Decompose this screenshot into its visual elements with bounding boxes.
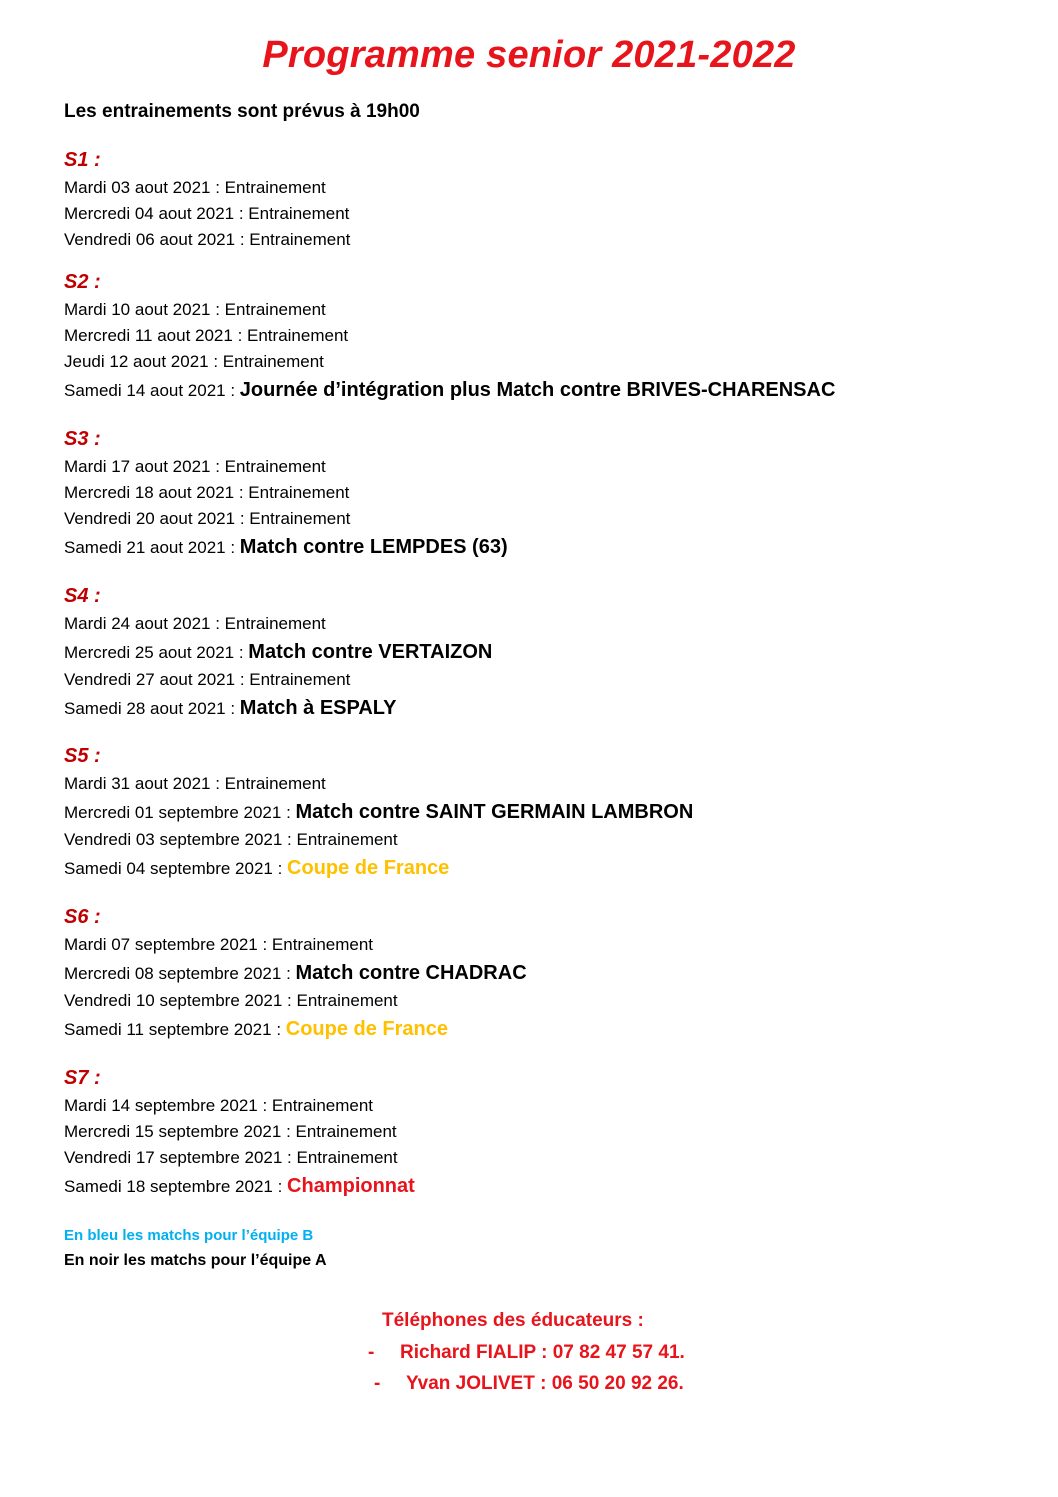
line-date: Vendredi 03 septembre 2021 :: [64, 830, 297, 849]
schedule-line: [64, 1119, 415, 1145]
phones-title: Téléphones des éducateurs :: [382, 1310, 644, 1331]
schedule-line: [64, 1145, 415, 1171]
line-date: Mercredi 25 aout 2021 :: [64, 643, 249, 662]
line-event: Coupe de France: [287, 857, 450, 879]
line-date: Samedi 11 septembre 2021 :: [64, 1020, 286, 1039]
line-event: Entrainement: [224, 614, 326, 633]
line-event: Entrainement: [249, 509, 351, 528]
schedule-line: [64, 201, 350, 227]
phone-contact: [374, 1373, 684, 1395]
line-event: Entrainement: [248, 483, 350, 502]
schedule-line: [64, 637, 492, 667]
line-date: Vendredi 20 aout 2021 :: [64, 509, 250, 528]
schedule-line: [64, 375, 835, 405]
line-event: Entrainement: [295, 1122, 397, 1141]
line-date: Mardi 31 aout 2021 :: [64, 774, 225, 793]
line-date: Jeudi 12 aout 2021 :: [64, 352, 223, 371]
week-label: S2 :: [64, 271, 101, 293]
page-title: Programme senior 2021-2022: [262, 34, 796, 76]
line-date: Mardi 17 aout 2021 :: [64, 457, 225, 476]
line-date: Mardi 03 aout 2021 :: [64, 178, 225, 197]
line-event: Entrainement: [296, 1148, 398, 1167]
week-s3: [64, 424, 508, 562]
line-event: Entrainement: [247, 326, 349, 345]
line-date: Samedi 18 septembre 2021 :: [64, 1177, 288, 1196]
schedule-line: [64, 853, 693, 883]
week-s2: [64, 267, 835, 405]
contact-text: Yvan JOLIVET : 06 50 20 92 26.: [406, 1373, 684, 1394]
week-label: S5 :: [64, 745, 101, 767]
schedule-line: [64, 797, 693, 827]
week-s6: [64, 902, 527, 1044]
schedule-line: [64, 988, 527, 1014]
line-event: Journée d’intégration plus Match contre BRIVES-CHARENSAC: [239, 379, 836, 401]
line-event: Entrainement: [222, 352, 324, 371]
line-date: Mercredi 04 aout 2021 :: [64, 204, 249, 223]
line-date: Mardi 07 septembre 2021 :: [64, 935, 272, 954]
week-s4: [64, 581, 492, 723]
schedule-line: [64, 667, 492, 693]
schedule-line: [64, 480, 508, 506]
schedule-line: [64, 1014, 527, 1044]
line-event: Entrainement: [224, 178, 326, 197]
schedule-line: [64, 454, 508, 480]
schedule-line: [64, 693, 492, 723]
schedule-line: [64, 958, 527, 988]
schedule-line: [64, 227, 350, 253]
week-s7: [64, 1063, 415, 1201]
line-date: Mardi 10 aout 2021 :: [64, 300, 225, 319]
schedule-line: [64, 932, 527, 958]
line-event: Entrainement: [296, 830, 398, 849]
line-event: Championnat: [287, 1175, 415, 1197]
week-label: S3 :: [64, 428, 101, 450]
line-event: Entrainement: [224, 774, 326, 793]
schedule-line: [64, 532, 508, 562]
week-label: S1 :: [64, 149, 101, 171]
line-date: Vendredi 06 aout 2021 :: [64, 230, 250, 249]
line-event: Entrainement: [224, 457, 326, 476]
legend-team-a: En noir les matchs pour l’équipe A: [64, 1252, 327, 1269]
line-event: Match contre LEMPDES (63): [239, 536, 508, 558]
phone-contact: [368, 1342, 685, 1364]
line-date: Vendredi 17 septembre 2021 :: [64, 1148, 297, 1167]
line-date: Mercredi 11 aout 2021 :: [64, 326, 248, 345]
week-s5: [64, 741, 693, 883]
week-label: S6 :: [64, 906, 101, 928]
line-event: Entrainement: [249, 230, 351, 249]
training-time-note: Les entrainements sont prévus à 19h00: [64, 101, 420, 122]
schedule-line: [64, 349, 835, 375]
line-event: Entrainement: [224, 300, 326, 319]
line-date: Mardi 24 aout 2021 :: [64, 614, 225, 633]
schedule-line: [64, 175, 350, 201]
line-date: Vendredi 27 aout 2021 :: [64, 670, 250, 689]
line-date: Vendredi 10 septembre 2021 :: [64, 991, 297, 1010]
legend-team-b: En bleu les matchs pour l’équipe B: [64, 1227, 314, 1244]
schedule-line: [64, 771, 693, 797]
week-s1: [64, 145, 350, 253]
line-event: Entrainement: [271, 1096, 374, 1115]
line-date: Mercredi 08 septembre 2021 :: [64, 964, 296, 983]
line-date: Samedi 14 aout 2021 :: [64, 381, 240, 400]
line-event: Entrainement: [296, 991, 398, 1010]
week-label: S7 :: [64, 1067, 101, 1089]
schedule-line: [64, 323, 835, 349]
line-event: Entrainement: [249, 670, 351, 689]
line-date: Mardi 14 septembre 2021 :: [64, 1096, 272, 1115]
schedule-line: [64, 611, 492, 637]
schedule-line: [64, 506, 508, 532]
line-event: Match contre VERTAIZON: [248, 641, 493, 663]
line-date: Mercredi 01 septembre 2021 :: [64, 803, 296, 822]
line-event: Coupe de France: [285, 1018, 449, 1040]
line-date: Samedi 04 septembre 2021 :: [64, 859, 288, 878]
line-date: Mercredi 15 septembre 2021 :: [64, 1122, 296, 1141]
bullet-dash: -: [368, 1342, 375, 1363]
line-date: Samedi 21 aout 2021 :: [64, 538, 240, 557]
line-event: Entrainement: [271, 935, 374, 954]
line-date: Mercredi 18 aout 2021 :: [64, 483, 249, 502]
bullet-dash: -: [374, 1373, 381, 1394]
line-date: Samedi 28 aout 2021 :: [64, 699, 240, 718]
schedule-line: [64, 1093, 415, 1119]
line-event: Entrainement: [248, 204, 350, 223]
line-event: Match contre SAINT GERMAIN LAMBRON: [295, 801, 694, 823]
schedule-line: [64, 1171, 415, 1201]
week-label: S4 :: [64, 585, 101, 607]
line-event: Match contre CHADRAC: [295, 962, 527, 984]
schedule-line: [64, 297, 835, 323]
schedule-line: [64, 827, 693, 853]
contact-text: Richard FIALIP : 07 82 47 57 41.: [400, 1342, 685, 1363]
line-event: Match à ESPALY: [239, 697, 397, 719]
